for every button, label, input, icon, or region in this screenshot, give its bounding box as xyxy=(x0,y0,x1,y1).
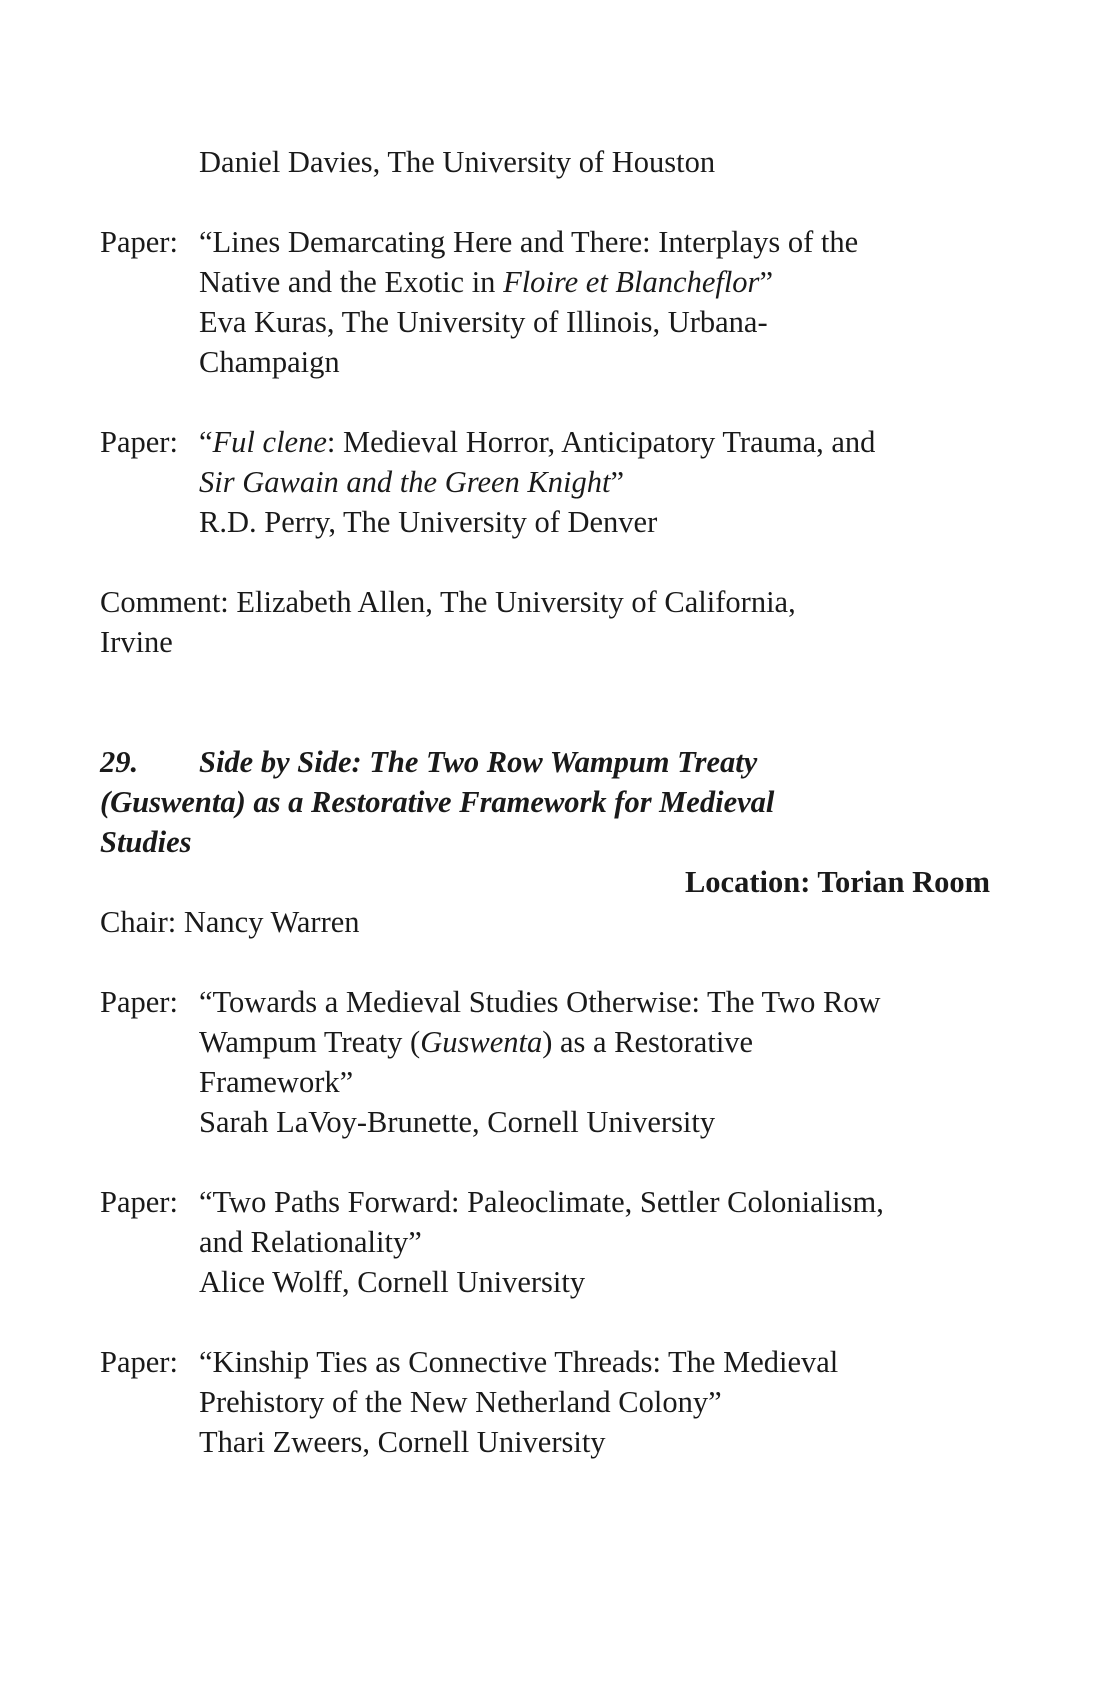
session-28-author-davies: Daniel Davies, The University of Houston xyxy=(199,145,716,179)
paper-label: Paper: xyxy=(100,985,178,1019)
paper-title-line: “Ful clene: Medieval Horror, Anticipatory Trauma, and xyxy=(199,425,876,459)
session-chair: Chair: Nancy Warren xyxy=(100,905,360,939)
session-number: 29. xyxy=(100,745,139,779)
paper-label: Paper: xyxy=(100,425,178,459)
paper-title-line: “Two Paths Forward: Paleoclimate, Settler Colonialism, xyxy=(199,1185,884,1219)
paper-title-line: Prehistory of the New Netherland Colony” xyxy=(199,1385,722,1419)
paper-title-line: “Towards a Medieval Studies Otherwise: The Two Row xyxy=(199,985,881,1019)
session-comment: Irvine xyxy=(100,625,173,659)
paper-title-line: Framework” xyxy=(199,1065,354,1099)
italic-work-title: Sir Gawain and the Green Knight xyxy=(199,465,611,499)
paper-label: Paper: xyxy=(100,1185,178,1219)
paper-title-line: Native and the Exotic in Floire et Blancheflor” xyxy=(199,265,773,299)
paper-title-line: Sir Gawain and the Green Knight” xyxy=(199,465,624,499)
session-title: (Guswenta) as a Restorative Framework for Medieval xyxy=(100,785,775,819)
paper-title-line: and Relationality” xyxy=(199,1225,422,1259)
paper-title-line: “Kinship Ties as Connective Threads: The Medieval xyxy=(199,1345,839,1379)
paper-author: Alice Wolff, Cornell University xyxy=(199,1265,586,1299)
paper-author: Thari Zweers, Cornell University xyxy=(199,1425,606,1459)
session-comment: Comment: Elizabeth Allen, The University of California, xyxy=(100,585,796,619)
paper-label: Paper: xyxy=(100,1345,178,1379)
paper-label: Paper: xyxy=(100,225,178,259)
paper-author: Sarah LaVoy-Brunette, Cornell University xyxy=(199,1105,716,1139)
paper-author: R.D. Perry, The University of Denver xyxy=(199,505,658,539)
paper-author: Eva Kuras, The University of Illinois, Urbana- xyxy=(199,305,768,339)
paper-title-line: “Lines Demarcating Here and There: Interplays of the xyxy=(199,225,859,259)
session-title: Studies xyxy=(100,825,192,859)
paper-title-line: Wampum Treaty (Guswenta) as a Restorative xyxy=(199,1025,754,1059)
paper-author: Champaign xyxy=(199,345,340,379)
italic-work-title: Floire et Blancheflor xyxy=(503,265,760,299)
italic-work-title: Ful clene xyxy=(212,425,327,459)
session-title: Side by Side: The Two Row Wampum Treaty xyxy=(199,745,758,779)
italic-work-title: Guswenta xyxy=(420,1025,543,1059)
session-location: Location: Torian Room xyxy=(684,865,990,899)
